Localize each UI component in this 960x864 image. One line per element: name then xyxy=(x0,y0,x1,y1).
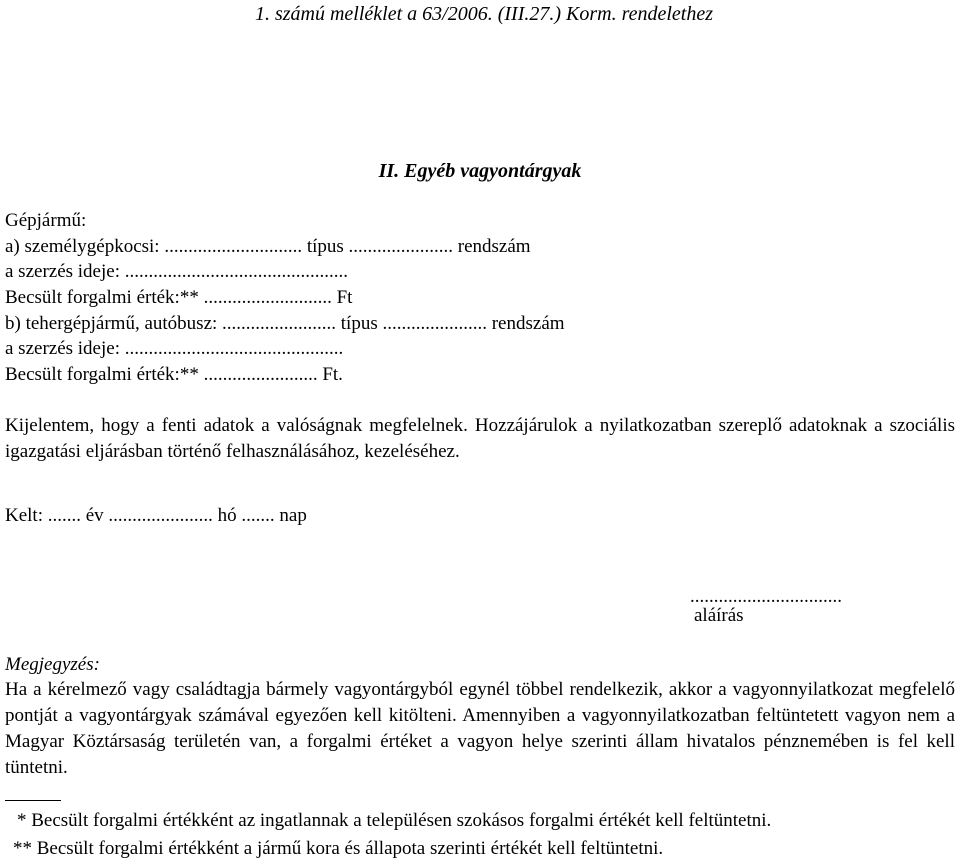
note-heading: Megjegyzés: xyxy=(5,654,100,675)
declaration-paragraph: Kijelentem, hogy a fenti adatok a valóságnak megfelelnek. Hozzájárulok a nyilatkozatban szereplő adatoknak a szociális igazgatási eljárásban történő felhasználásához, kezeléséhez. xyxy=(5,415,955,462)
note-paragraph: Ha a kérelmező vagy családtagja bármely vagyontárgyból egynél többel rendelkezik, akkor a vagyonnyilatkozat megfelelő pontját a vagyontárgyak számával egyezően kell kitölteni. Amennyiben a vagyonnyilatkozatban feltüntetett vagyon nem a Magyar Köztársaság területén van, a forgalmi értéket a vagyon helye szerinti állam hivatalos pénznemében is fel kell tüntetni. xyxy=(5,679,955,778)
vehicle-heading: Gépjármű: xyxy=(5,210,87,231)
footnote-1: * Becsült forgalmi értékként az ingatlannak a településen szokásos forgalmi értékét kell feltüntetni. xyxy=(17,810,772,831)
signature-label: aláírás xyxy=(694,605,744,626)
vehicle-a-date: a szerzés ideje: ............................................... xyxy=(5,261,348,282)
vehicle-b-line: b) tehergépjármű, autóbusz: ........................ típus ...................... rendszám xyxy=(5,313,565,334)
document-header: 1. számú melléklet a 63/2006. (III.27.) Korm. rendelethez xyxy=(254,3,714,25)
dated-line: Kelt: ....... év ...................... hó ....... nap xyxy=(5,505,307,526)
section-title: II. Egyéb vagyontárgyak xyxy=(378,160,582,182)
signature-dots: ................................ xyxy=(690,586,842,607)
vehicle-a-value: Becsült forgalmi érték:** ........................... Ft xyxy=(5,287,353,308)
footnote-divider xyxy=(5,800,61,801)
vehicle-a-line: a) személygépkocsi: ............................. típus ...................... rendszám xyxy=(5,236,531,257)
vehicle-b-value: Becsült forgalmi érték:** ........................ Ft. xyxy=(5,364,343,385)
vehicle-b-date: a szerzés ideje: .............................................. xyxy=(5,338,344,359)
footnote-2: ** Becsült forgalmi értékként a jármű kora és állapota szerinti értékét kell feltüntetni. xyxy=(13,838,664,859)
